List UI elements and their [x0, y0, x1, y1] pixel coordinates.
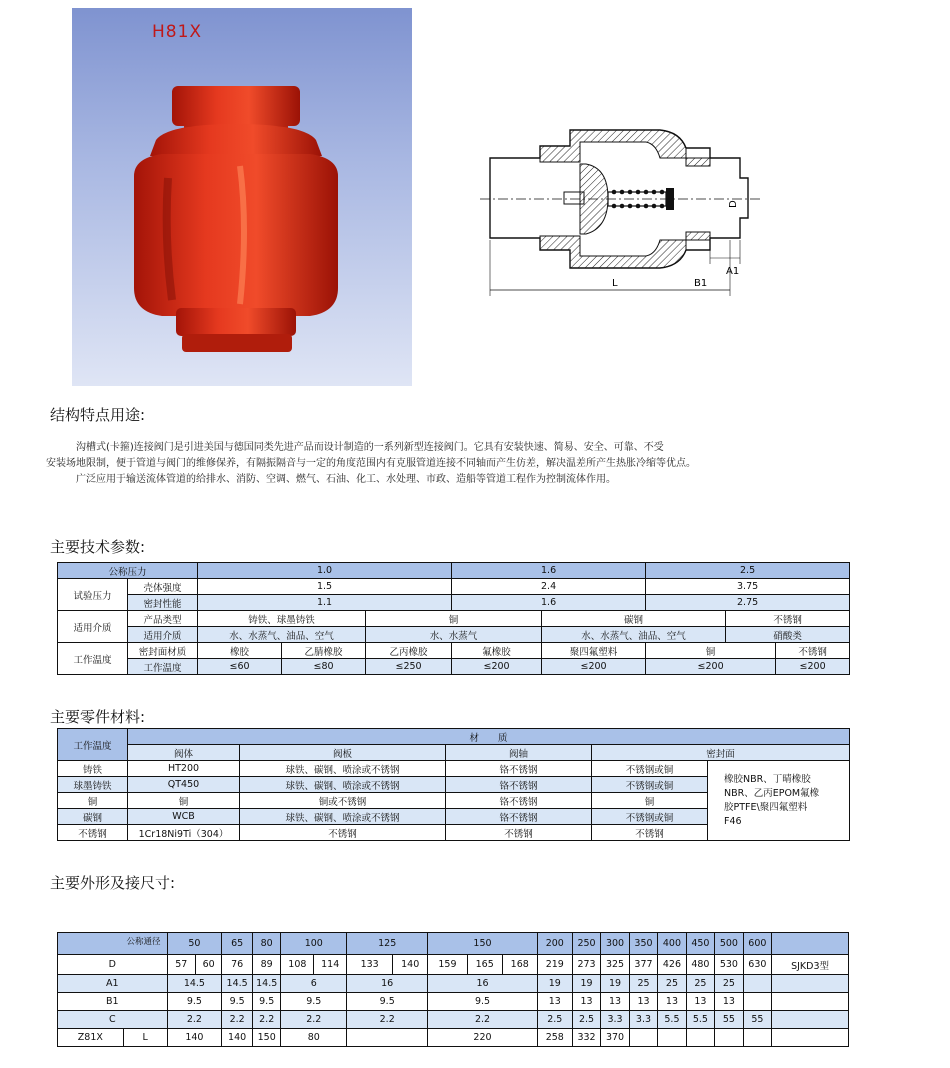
dn-cell: 150: [428, 933, 538, 955]
dim-row-b1: [58, 993, 849, 1011]
dn-cell: 600: [743, 933, 771, 955]
materials-rubber-note: [708, 761, 850, 841]
materials-body: 铜: [128, 793, 240, 809]
rubber-line: NBR、乙丙EPOM氟橡: [724, 787, 820, 799]
spec-product: 铜: [366, 611, 542, 627]
materials-seal: 不锈钢或铜: [592, 777, 708, 793]
materials-body: HT200: [128, 761, 240, 777]
dim-b1: 9.5: [428, 993, 538, 1011]
dim-d: 168: [502, 955, 537, 975]
dim-a1: 25: [629, 975, 657, 993]
dim-a1: 25: [658, 975, 686, 993]
dim-d: 140: [393, 955, 428, 975]
dim-row-d: [58, 955, 849, 975]
dn-cell: 50: [167, 933, 222, 955]
spec-row-media: [58, 627, 850, 643]
spec-temp: ≤200: [646, 659, 776, 675]
dim-b1: 9.5: [167, 993, 222, 1011]
dim-l: 220: [428, 1029, 538, 1047]
materials-col: 阀轴: [446, 745, 592, 761]
materials-shaft: 铬不锈钢: [446, 793, 592, 809]
spec-row-seal-material: [58, 643, 850, 659]
dim-a1: 16: [347, 975, 428, 993]
spec-temp: ≤80: [282, 659, 366, 675]
spec-temp-group-label: 工作温度: [58, 643, 128, 675]
spec-nominal-label: 公称压力: [58, 563, 198, 579]
dim-l: 140: [167, 1029, 222, 1047]
dim-d: 273: [572, 955, 600, 975]
materials-col-row: [58, 745, 850, 761]
dim-b1-empty: [772, 993, 849, 1011]
section-title-dimensions: 主要外形及接尺寸:: [50, 874, 176, 892]
section-title-specs: 主要技术参数:: [50, 538, 146, 556]
materials-body: WCB: [128, 809, 240, 825]
spec-nominal-value: 2.5: [646, 563, 850, 579]
dn-cell: 300: [601, 933, 629, 955]
rubber-line: 橡胶NBR、丁晴橡胶: [724, 773, 811, 785]
materials-plate: 球铁、碳钢、喷涂或不锈钢: [240, 761, 446, 777]
spec-nominal-value: 1.6: [452, 563, 646, 579]
dim-l-model: Z81X: [58, 1029, 124, 1047]
dim-b1: 9.5: [347, 993, 428, 1011]
dim-a1: 25: [686, 975, 714, 993]
dim-a1: 25: [715, 975, 743, 993]
spec-row-seal: [58, 595, 850, 611]
dim-b1: 9.5: [281, 993, 347, 1011]
dn-cell-empty: [772, 933, 849, 955]
spec-media: 水、水蒸气: [366, 627, 542, 643]
dim-c: 55: [743, 1011, 771, 1029]
materials-seal: 不锈钢或铜: [592, 761, 708, 777]
spec-seal-material: 氟橡胶: [452, 643, 542, 659]
features-line-2: 安装场地限制，便于管道与阀门的维修保养，有隔振隔音与一定的角度范围内有克服管道连接不同轴而产生仿差，解决温差所产生热胀冷缩等优点。: [46, 458, 696, 469]
dim-label-d: D: [728, 200, 739, 208]
spec-temp: ≤200: [776, 659, 850, 675]
dim-c: 3.3: [601, 1011, 629, 1029]
dim-d: 165: [467, 955, 502, 975]
materials-shaft: 铬不锈钢: [446, 777, 592, 793]
dim-row-label: L: [123, 1029, 167, 1047]
dim-a1-empty: [743, 975, 771, 993]
valve-photo-illustration: [72, 8, 412, 386]
spec-seal-material: 橡胶: [198, 643, 282, 659]
spec-shell-label: 壳体强度: [128, 579, 198, 595]
dim-d: 108: [281, 955, 314, 975]
spec-seal-value: 1.1: [198, 595, 452, 611]
dn-cell: 350: [629, 933, 657, 955]
dn-cell: 100: [281, 933, 347, 955]
materials-col: 阀板: [240, 745, 446, 761]
spec-row-product: [58, 611, 850, 627]
spec-seal-material-label: 密封面材质: [128, 643, 198, 659]
spec-temp: ≤250: [366, 659, 452, 675]
spec-row-shell: [58, 579, 850, 595]
dim-l-empty: [629, 1029, 657, 1047]
dim-row-a1: [58, 975, 849, 993]
dim-d: 325: [601, 955, 629, 975]
materials-plate: 球铁、碳钢、喷涂或不锈钢: [240, 809, 446, 825]
spec-table: [57, 562, 850, 675]
dim-c: 2.5: [537, 1011, 572, 1029]
materials-row-name: 碳钢: [58, 809, 128, 825]
dim-b1: 9.5: [252, 993, 280, 1011]
features-line-1: 沟槽式(卡箍)连接阀门是引进美国与德国同类先进产品而设计制造的一系列新型连接阀门。它具有安装快速、简易、安全、可靠、不受: [76, 442, 664, 453]
dim-l-empty: [715, 1029, 743, 1047]
spec-seal-material: 乙腈橡胶: [282, 643, 366, 659]
dim-d: 426: [658, 955, 686, 975]
rubber-line: 胶PTFE\聚四氟塑料: [724, 801, 808, 813]
materials-row-name: 铸铁: [58, 761, 128, 777]
materials-material-label: 材 质: [128, 729, 850, 745]
dn-cell: 450: [686, 933, 714, 955]
materials-col: 阀体: [128, 745, 240, 761]
dim-row-c: [58, 1011, 849, 1029]
spec-seal-material: 不锈钢: [776, 643, 850, 659]
dim-b1: 13: [537, 993, 572, 1011]
dim-c: 2.2: [252, 1011, 280, 1029]
dim-c: 5.5: [686, 1011, 714, 1029]
dim-row-label: D: [58, 955, 168, 975]
dim-c: 2.2: [222, 1011, 253, 1029]
dim-l-empty: [658, 1029, 686, 1047]
materials-plate: 球铁、碳钢、喷涂或不锈钢: [240, 777, 446, 793]
materials-row-name: 球墨铸铁: [58, 777, 128, 793]
dim-l: 140: [222, 1029, 253, 1047]
spec-nominal-value: 1.0: [198, 563, 452, 579]
materials-body: 1Cr18Ni9Ti（304）: [128, 825, 240, 841]
dim-a1: 14.5: [252, 975, 280, 993]
dim-l-empty: [743, 1029, 771, 1047]
materials-plate: 不锈钢: [240, 825, 446, 841]
dim-c: 2.2: [167, 1011, 222, 1029]
product-photo: [72, 8, 412, 386]
spec-temp-label: 工作温度: [128, 659, 198, 675]
photo-model-label: H81X: [152, 22, 203, 42]
spec-seal-material: 乙丙橡胶: [366, 643, 452, 659]
dim-b1: 13: [715, 993, 743, 1011]
spec-row-nominal: [58, 563, 850, 579]
dim-c: 2.2: [428, 1011, 538, 1029]
dim-d: 630: [743, 955, 771, 975]
rubber-line: F46: [724, 815, 742, 827]
dim-c: 55: [715, 1011, 743, 1029]
spec-temp: ≤200: [452, 659, 542, 675]
dim-d: 377: [629, 955, 657, 975]
spec-media: 水、水蒸气、油品、空气: [542, 627, 726, 643]
materials-plate: 铜或不锈钢: [240, 793, 446, 809]
dim-d: 530: [715, 955, 743, 975]
spec-shell-value: 3.75: [646, 579, 850, 595]
materials-shaft: 铬不锈钢: [446, 761, 592, 777]
spec-seal-material: 铜: [646, 643, 776, 659]
dim-corner-label: 公称通径: [126, 937, 161, 947]
spec-shell-value: 1.5: [198, 579, 452, 595]
dim-l: 332: [572, 1029, 600, 1047]
dim-l: 80: [281, 1029, 347, 1047]
spec-temp: ≤60: [198, 659, 282, 675]
spec-product-label: 产品类型: [128, 611, 198, 627]
dim-d: 114: [314, 955, 347, 975]
dim-label-b1: B1: [694, 278, 708, 289]
dim-c: 5.5: [658, 1011, 686, 1029]
dim-l: 258: [537, 1029, 572, 1047]
spec-media: 硝酸类: [726, 627, 850, 643]
dim-row-l: [58, 1029, 849, 1047]
dim-d: 159: [428, 955, 467, 975]
dim-c: 2.2: [347, 1011, 428, 1029]
materials-row: [58, 761, 850, 777]
materials-col: 密封面: [592, 745, 850, 761]
spec-seal-value: 1.6: [452, 595, 646, 611]
dim-a1: 14.5: [222, 975, 253, 993]
dn-cell: 500: [715, 933, 743, 955]
materials-row-name: 铜: [58, 793, 128, 809]
dim-a1: 19: [572, 975, 600, 993]
dn-cell: 125: [347, 933, 428, 955]
dim-d-model: SJKD3型: [772, 955, 849, 975]
dim-l-empty: [347, 1029, 428, 1047]
spec-test-label: 试验压力: [58, 579, 128, 611]
dim-l: 370: [601, 1029, 629, 1047]
dim-d: 76: [222, 955, 253, 975]
spec-media: 水、水蒸气、油品、空气: [198, 627, 366, 643]
spec-media-label: 适用介质: [128, 627, 198, 643]
dim-d: 57: [167, 955, 195, 975]
dim-a1: 16: [428, 975, 538, 993]
features-line-3: 广泛应用于输送流体管道的给排水、消防、空调、燃气、石油、化工、水处理、市政、造船等管道工程作为控制流体作用。: [76, 474, 616, 485]
dim-d: 89: [252, 955, 280, 975]
dim-b1: 13: [686, 993, 714, 1011]
dim-row-label: C: [58, 1011, 168, 1029]
materials-table: [57, 728, 850, 841]
materials-row-name: 不锈钢: [58, 825, 128, 841]
dim-a1-empty: [772, 975, 849, 993]
dim-d: 60: [196, 955, 222, 975]
spec-seal-label: 密封性能: [128, 595, 198, 611]
materials-seal: 铜: [592, 793, 708, 809]
dim-b1-empty: [743, 993, 771, 1011]
dim-c: 2.5: [572, 1011, 600, 1029]
dim-row-label: B1: [58, 993, 168, 1011]
spec-product: 铸铁、球墨铸铁: [198, 611, 366, 627]
spec-seal-material: 聚四氟塑料: [542, 643, 646, 659]
dim-b1: 13: [629, 993, 657, 1011]
dn-cell: 80: [252, 933, 280, 955]
dim-l-empty: [772, 1029, 849, 1047]
dn-cell: 400: [658, 933, 686, 955]
dimension-table: [57, 932, 849, 1047]
dim-c-empty: [772, 1011, 849, 1029]
dim-d: 219: [537, 955, 572, 975]
dim-b1: 13: [572, 993, 600, 1011]
materials-head-row: [58, 729, 850, 745]
dim-a1: 19: [537, 975, 572, 993]
dim-d: 480: [686, 955, 714, 975]
section-title-features: 结构特点用途:: [50, 406, 146, 424]
cross-section-drawing: [480, 118, 760, 308]
section-title-materials: 主要零件材料:: [50, 708, 146, 726]
dim-label-l: L: [612, 278, 618, 289]
materials-seal: 不锈钢: [592, 825, 708, 841]
dn-cell: 65: [222, 933, 253, 955]
dim-c: 2.2: [281, 1011, 347, 1029]
dim-a1: 6: [281, 975, 347, 993]
dim-l: 150: [252, 1029, 280, 1047]
dim-b1: 13: [601, 993, 629, 1011]
materials-shaft: 不锈钢: [446, 825, 592, 841]
materials-temp-label: 工作温度: [58, 729, 128, 761]
materials-shaft: 铬不锈钢: [446, 809, 592, 825]
dn-cell: 200: [537, 933, 572, 955]
dim-row-label: A1: [58, 975, 168, 993]
dn-cell: 250: [572, 933, 600, 955]
spec-product: 碳钢: [542, 611, 726, 627]
spec-temp: ≤200: [542, 659, 646, 675]
spec-row-temp: [58, 659, 850, 675]
dim-c: 3.3: [629, 1011, 657, 1029]
dim-label-a1: A1: [726, 266, 740, 277]
spec-product: 不锈钢: [726, 611, 850, 627]
spec-seal-value: 2.75: [646, 595, 850, 611]
dim-b1: 13: [658, 993, 686, 1011]
dim-corner: [58, 933, 168, 955]
dim-a1: 19: [601, 975, 629, 993]
dim-a1: 14.5: [167, 975, 222, 993]
dim-l-empty: [686, 1029, 714, 1047]
dim-head-row: [58, 933, 849, 955]
materials-body: QT450: [128, 777, 240, 793]
spec-shell-value: 2.4: [452, 579, 646, 595]
materials-seal: 不锈钢或铜: [592, 809, 708, 825]
spec-medium-label: 适用介质: [58, 611, 128, 643]
dim-b1: 9.5: [222, 993, 253, 1011]
dim-d: 133: [347, 955, 393, 975]
